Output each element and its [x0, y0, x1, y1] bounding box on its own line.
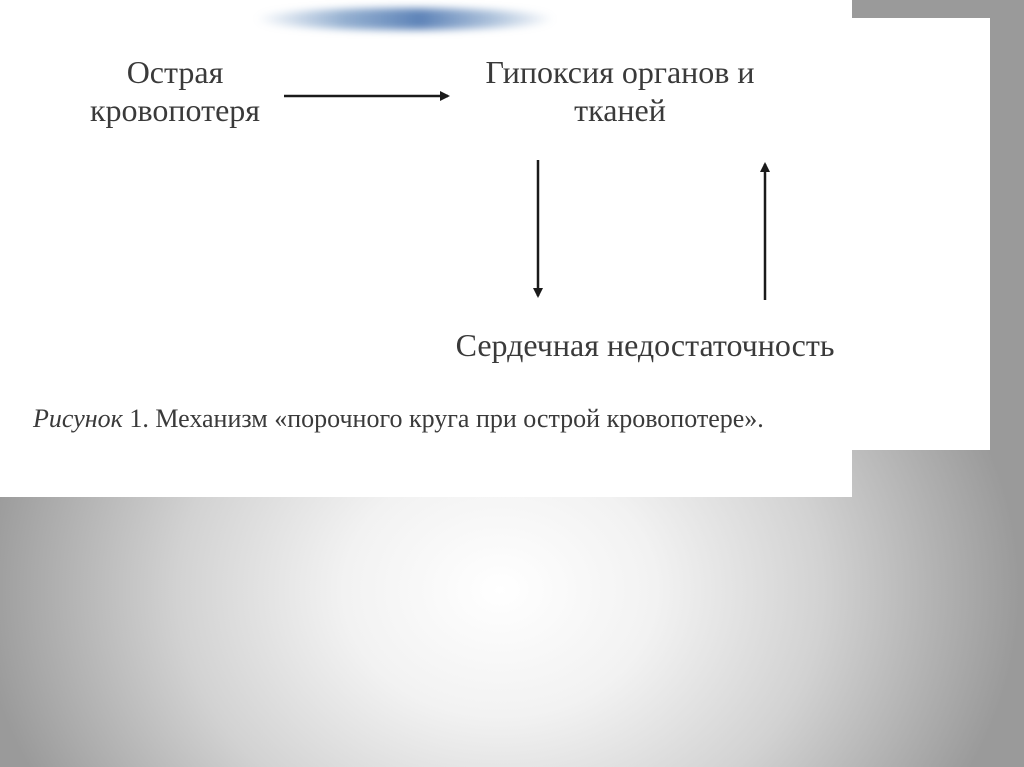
node-heart-failure-line1: Сердечная недостаточность [455, 327, 835, 363]
node-acute-blood-loss-line1: Острая [126, 54, 224, 90]
node-hypoxia-line1: Гипоксия органов и [485, 54, 755, 90]
node-acute-blood-loss-line2: кровопотеря [89, 92, 261, 128]
figure-caption-text: 1. Механизм «порочного круга при острой кровопотере». [122, 404, 764, 433]
figure-caption-label: Рисунок [33, 404, 123, 433]
node-hypoxia-line2: тканей [574, 92, 666, 128]
figure-caption [33, 402, 933, 436]
